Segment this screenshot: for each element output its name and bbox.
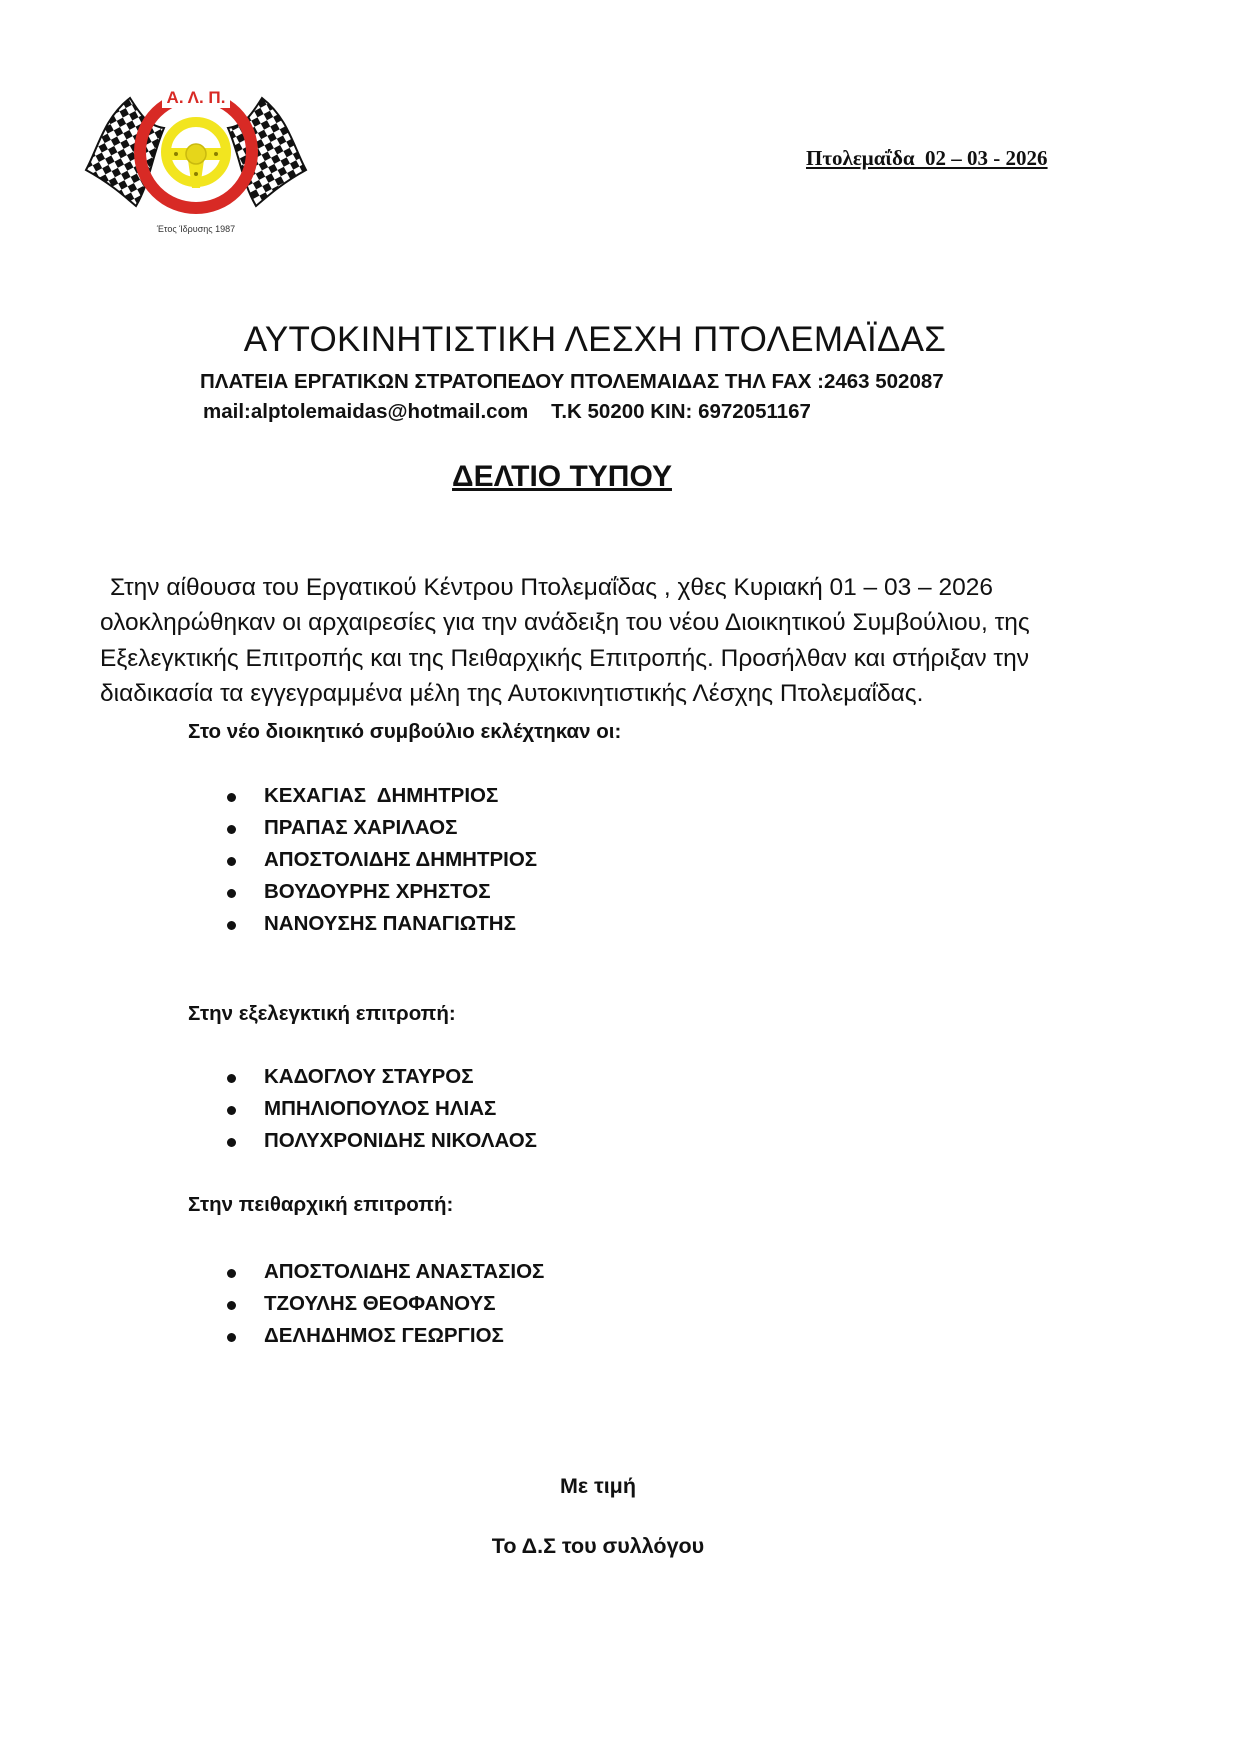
list-item: ΜΠΗΛΙΟΠΟΥΛΟΣ ΗΛΙΑΣ xyxy=(222,1093,537,1125)
press-release-heading: ΔΕΛΤΙΟ ΤΥΠΟΥ xyxy=(452,460,672,493)
list-item: ΚΑΔΟΓΛΟΥ ΣΤΑΥΡΟΣ xyxy=(222,1061,537,1093)
list-item: ΠΡΑΠΑΣ ΧΑΡΙΛΑΟΣ xyxy=(222,812,537,844)
closing-signature: Το Δ.Σ του συλλόγου xyxy=(491,1534,705,1558)
list-item: ΚΕΧΑΓΙΑΣ ΔΗΜΗΤΡΙΟΣ xyxy=(222,780,537,812)
disciplinary-member-list xyxy=(222,1256,544,1352)
intro-paragraph: Στην αίθουσα του Εργατικού Κέντρου Πτολεμαΐδας , χθες Κυριακή 01 – 03 – 2026 ολοκληρώθηκαν οι αρχαιρεσίες για την ανάδειξη του νέου Διοικητικού Συμβούλιου, της Εξελεγκτικής Επιτροπής και της Πειθαρχικής Επιτροπής. Προσήλθαν και στήριξαν την διαδικασία τα εγγεγραμμένα μέλη της Αυτοκινητιστικής Λέσχης Πτολεμαΐδας. xyxy=(100,573,1030,707)
logo-founded-text: Έτος Ίδρυσης 1987 xyxy=(156,224,236,234)
list-item: ΑΠΟΣΤΟΛΙΔΗΣ ΔΗΜΗΤΡΙΟΣ xyxy=(222,844,537,876)
organization-contact: mail:alptolemaidas@hotmail.com Τ.Κ 50200 ΚΙΝ: 6972051167 xyxy=(203,400,811,423)
list-item: ΤΖΟΥΛΗΣ ΘΕΟΦΑΝΟΥΣ xyxy=(222,1288,544,1320)
closing-regards: Με τιμή xyxy=(560,1474,636,1498)
board-member-list xyxy=(222,780,537,940)
list-item: ΝΑΝΟΥΣΗΣ ΠΑΝΑΓΙΩΤΗΣ xyxy=(222,908,537,940)
document-date: Πτολεμαΐδα 02 – 03 - 2026 xyxy=(806,146,1048,170)
organization-name: ΑΥΤΟΚΙΝΗΤΙΣΤΙΚΗ ΛΕΣΧΗ ΠΤΟΛΕΜΑΪΔΑΣ xyxy=(243,320,947,359)
steering-wheel-icon xyxy=(166,122,226,188)
audit-section-title: Στην εξελεγκτική επιτροπή: xyxy=(188,1002,456,1025)
logo-emblem-text: Α. Λ. Π. xyxy=(166,88,226,107)
list-item: ΑΠΟΣΤΟΛΙΔΗΣ ΑΝΑΣΤΑΣΙΟΣ xyxy=(222,1256,544,1288)
disciplinary-section-title: Στην πειθαρχική επιτροπή: xyxy=(188,1193,454,1216)
organization-address: ΠΛΑΤΕΙΑ ΕΡΓΑΤΙΚΩΝ ΣΤΡΑΤΟΠΕΔΟΥ ΠΤΟΛΕΜΑΙΔΑΣ ΤΗΛ FAX :2463 502087 xyxy=(200,370,944,393)
list-item: ΔΕΛΗΔΗΜΟΣ ΓΕΩΡΓΙΟΣ xyxy=(222,1320,544,1352)
audit-member-list xyxy=(222,1061,537,1157)
board-section-title: Στο νέο διοικητικό συμβούλιο εκλέχτηκαν οι: xyxy=(188,720,622,743)
list-item: ΒΟΥΔΟΥΡΗΣ ΧΡΗΣΤΟΣ xyxy=(222,876,537,908)
club-logo xyxy=(78,78,314,248)
list-item: ΠΟΛΥΧΡΟΝΙΔΗΣ ΝΙΚΟΛΑΟΣ xyxy=(222,1125,537,1157)
